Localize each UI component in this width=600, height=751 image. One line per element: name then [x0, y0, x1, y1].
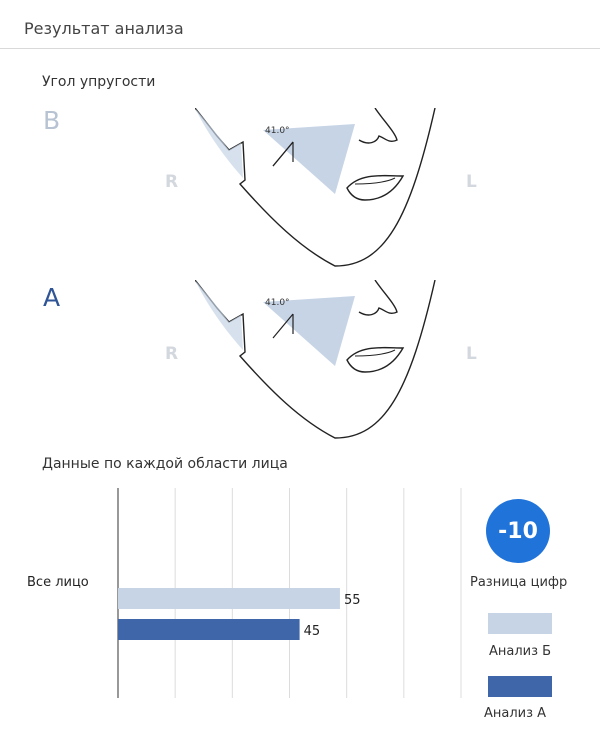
mouth-outline: [347, 176, 403, 200]
legend-swatch-a: [488, 676, 552, 697]
nose-outline: [359, 108, 397, 143]
panel-b-label: B: [43, 106, 61, 135]
nose-outline: [359, 280, 397, 315]
page-title: Результат анализа: [24, 19, 184, 38]
panel-a-right-side: R: [165, 344, 179, 364]
legend-swatch-b: [488, 613, 552, 634]
difference-badge: -10: [486, 499, 550, 563]
bar-analysis-b: [118, 588, 340, 609]
mouth-outline: [347, 348, 403, 372]
legend-label-b: Анализ Б: [489, 644, 552, 659]
legend-label-a: Анализ А: [484, 706, 547, 721]
bar-value-label: 45: [303, 624, 321, 639]
category-label: Все лицо: [27, 575, 89, 590]
bar-analysis-a: [118, 619, 300, 640]
jaw-region: [195, 108, 243, 178]
bar-value-label: 55: [343, 593, 361, 608]
panel-b-left-side: L: [466, 172, 477, 192]
panel-a-left-side: L: [466, 344, 477, 364]
panel-b-right-side: R: [165, 172, 179, 192]
angle-value: 41.0°: [265, 298, 290, 308]
panel-a-label: A: [43, 283, 61, 312]
face-diagram-b: [195, 108, 455, 268]
chart-title: Данные по каждой области лица: [42, 456, 288, 472]
angle-value: 41.0°: [265, 126, 290, 136]
elasticity-title: Угол упругости: [42, 74, 156, 90]
face-diagram-a: [195, 280, 455, 440]
header: [0, 0, 600, 49]
difference-label: Разница цифр: [470, 575, 568, 590]
jaw-region: [195, 280, 243, 350]
